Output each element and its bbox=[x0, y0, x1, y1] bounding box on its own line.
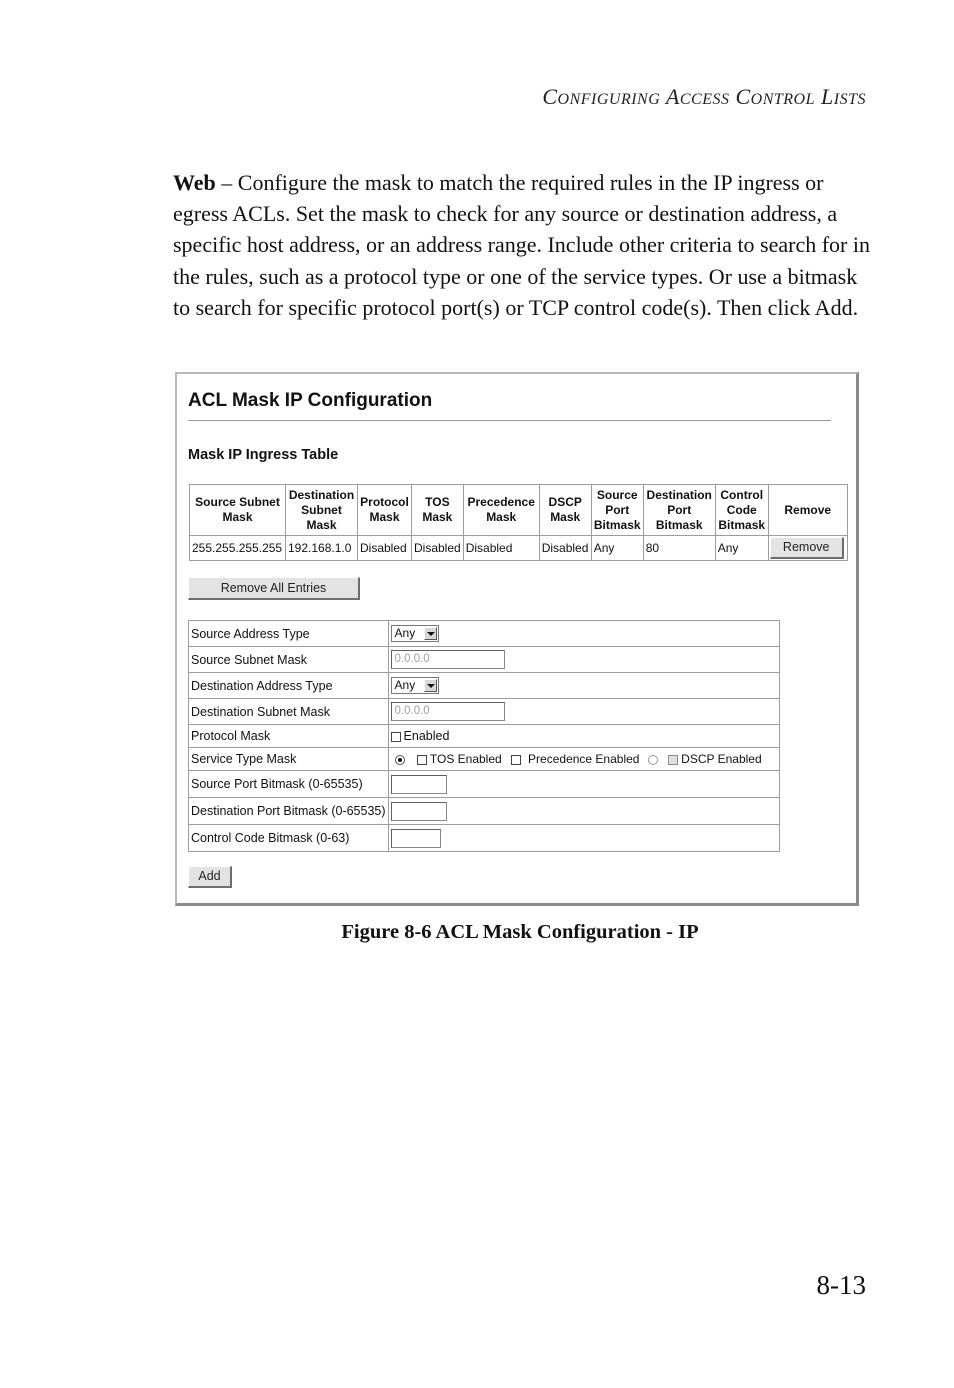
tos-label: TOS Enabled bbox=[429, 752, 502, 766]
destination-port-bitmask-input[interactable] bbox=[391, 802, 447, 821]
remove-all-entries-button[interactable]: Remove All Entries bbox=[188, 577, 360, 600]
selected-value: Any bbox=[394, 626, 416, 640]
destination-address-type-select[interactable] bbox=[391, 677, 439, 694]
source-subnet-mask-input[interactable]: 0.0.0.0 bbox=[391, 650, 505, 669]
destination-subnet-mask-input[interactable]: 0.0.0.0 bbox=[391, 702, 505, 721]
running-head-word: CONTROL bbox=[735, 84, 816, 109]
paragraph-lead: Web bbox=[173, 170, 216, 195]
tos-checkbox[interactable] bbox=[417, 755, 427, 765]
table-row bbox=[190, 536, 848, 561]
form-value-cell bbox=[388, 673, 779, 699]
form-value-cell bbox=[388, 647, 779, 673]
tos-radio[interactable] bbox=[395, 755, 405, 765]
form-label: Protocol Mask bbox=[189, 725, 389, 748]
column-header: Source Port Bitmask bbox=[591, 485, 643, 536]
chevron-down-icon bbox=[424, 627, 437, 640]
form-label: Source Address Type bbox=[189, 621, 389, 647]
form-label: Source Port Bitmask (0-65535) bbox=[189, 771, 389, 798]
running-head bbox=[542, 84, 866, 110]
form-row bbox=[189, 825, 780, 852]
protocol-mask-checkbox[interactable] bbox=[391, 732, 401, 742]
column-header: Destination Port Bitmask bbox=[643, 485, 715, 536]
table-cell: Any bbox=[591, 536, 643, 561]
form-label: Source Subnet Mask bbox=[189, 647, 389, 673]
column-header: Precedence Mask bbox=[463, 485, 539, 536]
form-row bbox=[189, 748, 780, 771]
table-cell: Disabled bbox=[463, 536, 539, 561]
source-address-type-select[interactable] bbox=[391, 625, 439, 642]
running-head-word: CONFIGURING bbox=[542, 84, 661, 109]
running-head-word: LISTS bbox=[821, 84, 866, 109]
selected-value: Any bbox=[394, 678, 416, 692]
mask-ip-ingress-table bbox=[189, 484, 848, 561]
form-value-cell bbox=[388, 825, 779, 852]
form-row bbox=[189, 798, 780, 825]
page-number: 8-13 bbox=[816, 1270, 866, 1300]
paragraph-text: – Configure the mask to match the required rules in the IP ingress or egress ACLs. Set the mask to check for any source or destination address, a specific host address, or an address range. Include other criteria to search for in the rules, such as a protocol type or one of the service types. Or use a bitmask to search for specific protocol port(s) or TCP control code(s). Then click Add. bbox=[173, 170, 870, 320]
table-cell: Disabled bbox=[539, 536, 591, 561]
form-value-cell bbox=[388, 725, 779, 748]
add-button[interactable]: Add bbox=[188, 866, 232, 888]
remove-button[interactable]: Remove bbox=[770, 537, 844, 559]
screenshot-figure bbox=[175, 372, 859, 906]
table-cell: 80 bbox=[643, 536, 715, 561]
column-header: Source Subnet Mask bbox=[190, 485, 286, 536]
form-row bbox=[189, 647, 780, 673]
body-paragraph bbox=[173, 167, 873, 323]
column-header: Control Code Bitmask bbox=[715, 485, 768, 536]
form-row bbox=[189, 621, 780, 647]
title-divider bbox=[188, 420, 831, 421]
table-cell: 255.255.255.255 bbox=[190, 536, 286, 561]
precedence-label: Precedence Enabled bbox=[528, 752, 640, 766]
form-row bbox=[189, 771, 780, 798]
column-header: Remove bbox=[768, 485, 847, 536]
table-cell: Disabled bbox=[358, 536, 412, 561]
table-header-row bbox=[190, 485, 848, 536]
form-row bbox=[189, 725, 780, 748]
form-value-cell bbox=[388, 699, 779, 725]
form-label: Control Code Bitmask (0-63) bbox=[189, 825, 389, 852]
form-label: Destination Port Bitmask (0-65535) bbox=[189, 798, 389, 825]
dscp-checkbox[interactable] bbox=[668, 755, 678, 765]
table-cell: Any bbox=[715, 536, 768, 561]
form-row bbox=[189, 699, 780, 725]
chevron-down-icon bbox=[424, 679, 437, 692]
form-label: Destination Subnet Mask bbox=[189, 699, 389, 725]
form-value-cell bbox=[388, 771, 779, 798]
column-header: Destination Subnet Mask bbox=[286, 485, 358, 536]
figure-caption: Figure 8-6 ACL Mask Configuration - IP bbox=[341, 921, 699, 943]
dscp-radio[interactable] bbox=[648, 755, 658, 765]
column-header: DSCP Mask bbox=[539, 485, 591, 536]
source-port-bitmask-input[interactable] bbox=[391, 775, 447, 794]
precedence-checkbox[interactable] bbox=[511, 755, 521, 765]
page-title: ACL Mask IP Configuration bbox=[188, 390, 433, 411]
form-label: Service Type Mask bbox=[189, 748, 389, 771]
column-header: TOS Mask bbox=[412, 485, 464, 536]
control-code-bitmask-input[interactable] bbox=[391, 829, 441, 848]
table-cell: Disabled bbox=[412, 536, 464, 561]
table-cell bbox=[768, 536, 847, 561]
running-head-word: ACCESS bbox=[665, 84, 730, 109]
form-label: Destination Address Type bbox=[189, 673, 389, 699]
table-title: Mask IP Ingress Table bbox=[188, 447, 339, 463]
mask-form bbox=[188, 620, 780, 852]
column-header: Protocol Mask bbox=[358, 485, 412, 536]
dscp-label: DSCP Enabled bbox=[681, 752, 762, 766]
form-value-cell bbox=[388, 621, 779, 647]
form-value-cell bbox=[388, 798, 779, 825]
form-value-cell bbox=[388, 748, 779, 771]
table-cell: 192.168.1.0 bbox=[286, 536, 358, 561]
checkbox-label: Enabled bbox=[403, 729, 450, 743]
form-row bbox=[189, 673, 780, 699]
